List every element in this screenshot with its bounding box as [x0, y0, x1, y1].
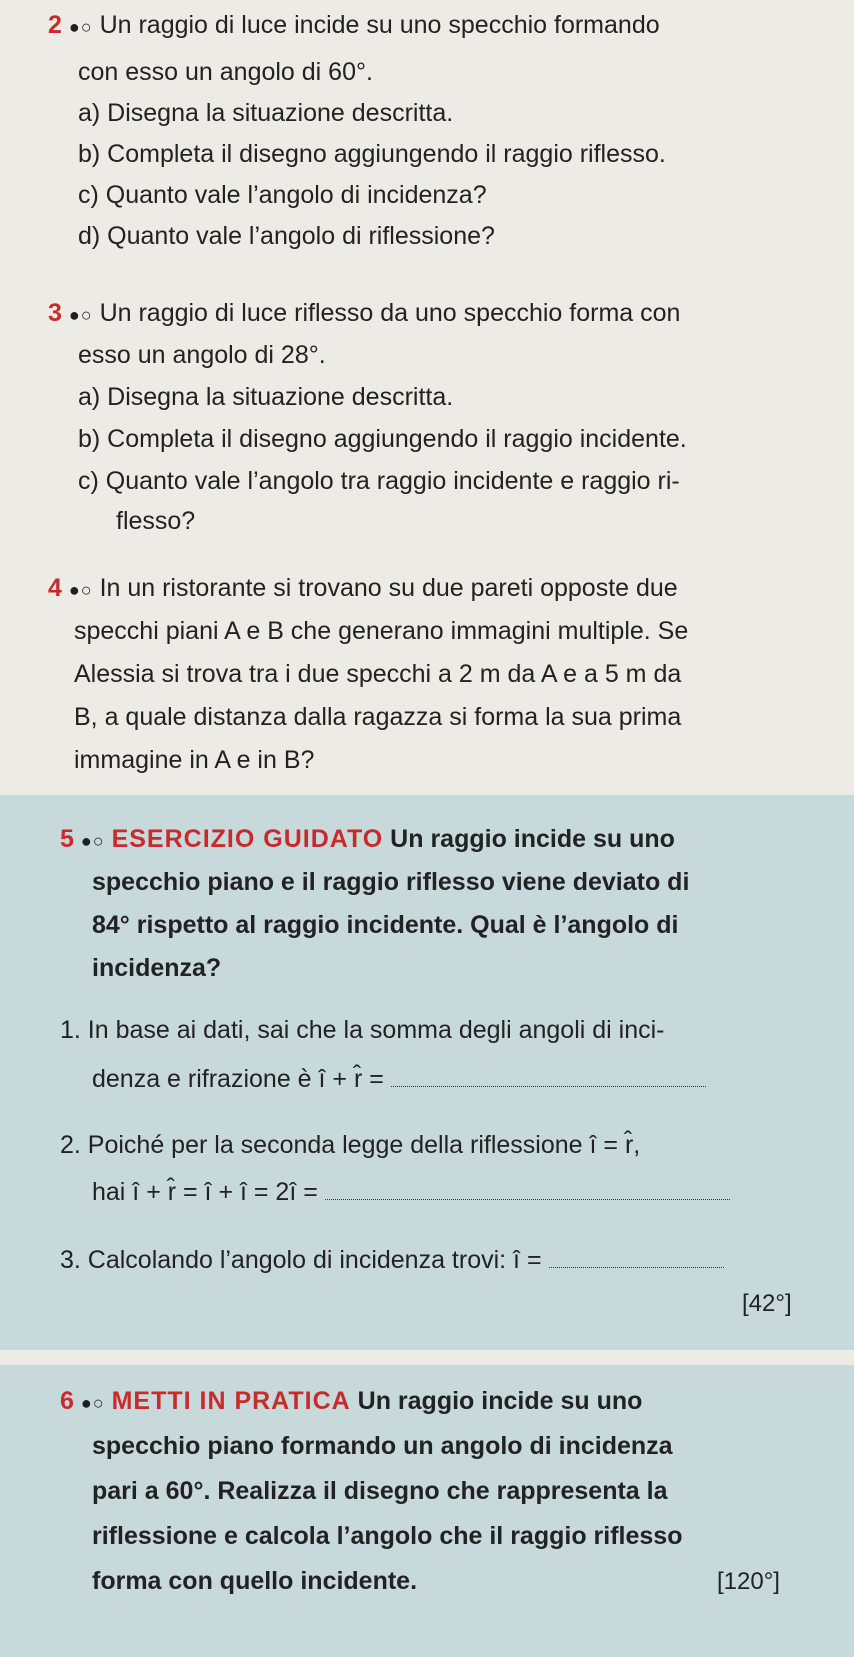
exercise-4-line-2: specchi piani A e B che generano immagini multiple. Se — [74, 617, 689, 645]
exercise-2-item-d: d) Quanto vale l’angolo di riflessione? — [78, 222, 495, 250]
exercise-4-line-1: 4 ●○ In un ristorante si trovano su due pareti opposte due — [48, 574, 678, 602]
exercise-6-answer: [120°] — [717, 1568, 780, 1595]
exercise-6-line-4: riflessione e calcola l’angolo che il raggio riflesso — [92, 1522, 683, 1550]
practice-exercise-heading: METTI IN PRATICA — [111, 1387, 351, 1415]
exercise-6-line-3: pari a 60°. Realizza il disegno che rappresenta la — [92, 1477, 668, 1505]
exercise-5-line-4: incidenza? — [92, 954, 222, 982]
step-2-line-1: 2. Poiché per la seconda legge della riflessione î = r̂, — [60, 1131, 641, 1159]
difficulty-dots: ●○ — [68, 580, 93, 600]
exercise-4-line-3: Alessia si trova tra i due specchi a 2 m da A e a 5 m da — [74, 660, 682, 688]
step-3-line: 3. Calcolando l’angolo di incidenza trovi: î = — [60, 1245, 724, 1275]
exercise-number: 5 — [60, 825, 74, 853]
exercise-2-line-2: con esso un angolo di 60°. — [78, 58, 373, 86]
exercise-5-line-2: specchio piano e il raggio riflesso viene deviato di — [92, 868, 690, 896]
exercise-5-line-3: 84° rispetto al raggio incidente. Qual è l’angolo di — [92, 911, 679, 939]
exercise-5-answer: [42°] — [742, 1290, 792, 1317]
exercise-4-line-5: immagine in A e in B? — [74, 746, 315, 774]
exercise-number: 6 — [60, 1387, 74, 1415]
exercise-2-item-c: c) Quanto vale l’angolo di incidenza? — [78, 181, 487, 209]
exercise-6-line-2: specchio piano formando un angolo di incidenza — [92, 1432, 673, 1460]
exercise-5-line-1: 5 ●○ ESERCIZIO GUIDATO Un raggio incide su uno — [60, 825, 675, 853]
exercise-2-item-a: a) Disegna la situazione descritta. — [78, 99, 454, 127]
exercise-6-line-1: 6 ●○ METTI IN PRATICA Un raggio incide su uno — [60, 1387, 643, 1415]
step-1-line-2: denza e rifrazione è î + r̂ = — [92, 1064, 706, 1094]
exercise-3-item-c-1: c) Quanto vale l’angolo tra raggio incidente e raggio ri- — [78, 467, 680, 495]
answer-blank[interactable] — [325, 1177, 730, 1200]
exercise-2-item-b: b) Completa il disegno aggiungendo il raggio riflesso. — [78, 140, 666, 168]
exercise-6-line-5: forma con quello incidente. — [92, 1567, 418, 1595]
difficulty-dots: ●○ — [80, 1393, 105, 1413]
exercise-3-line-2: esso un angolo di 28°. — [78, 341, 326, 369]
exercise-3-item-c-2: flesso? — [116, 507, 196, 535]
difficulty-dots: ●○ — [68, 305, 93, 325]
exercise-number: 3 — [48, 299, 62, 327]
step-2-line-2: hai î + r̂ = î + î = 2î = — [92, 1177, 730, 1207]
difficulty-dots: ●○ — [80, 831, 105, 851]
difficulty-dots: ●○ — [68, 17, 93, 37]
exercise-3-item-b: b) Completa il disegno aggiungendo il raggio incidente. — [78, 425, 687, 453]
exercise-3-line-1: 3 ●○ Un raggio di luce riflesso da uno specchio forma con — [48, 299, 681, 327]
exercise-number: 2 — [48, 11, 62, 39]
guided-exercise-heading: ESERCIZIO GUIDATO — [111, 825, 384, 853]
exercise-2-line-1: 2 ●○ Un raggio di luce incide su uno specchio formando — [48, 11, 660, 39]
exercise-number: 4 — [48, 574, 62, 602]
exercise-4-line-4: B, a quale distanza dalla ragazza si forma la sua prima — [74, 703, 682, 731]
step-1-line-1: 1. In base ai dati, sai che la somma degli angoli di inci- — [60, 1016, 665, 1044]
answer-blank[interactable] — [549, 1245, 724, 1268]
answer-blank[interactable] — [391, 1064, 706, 1087]
exercise-3-item-a: a) Disegna la situazione descritta. — [78, 383, 454, 411]
